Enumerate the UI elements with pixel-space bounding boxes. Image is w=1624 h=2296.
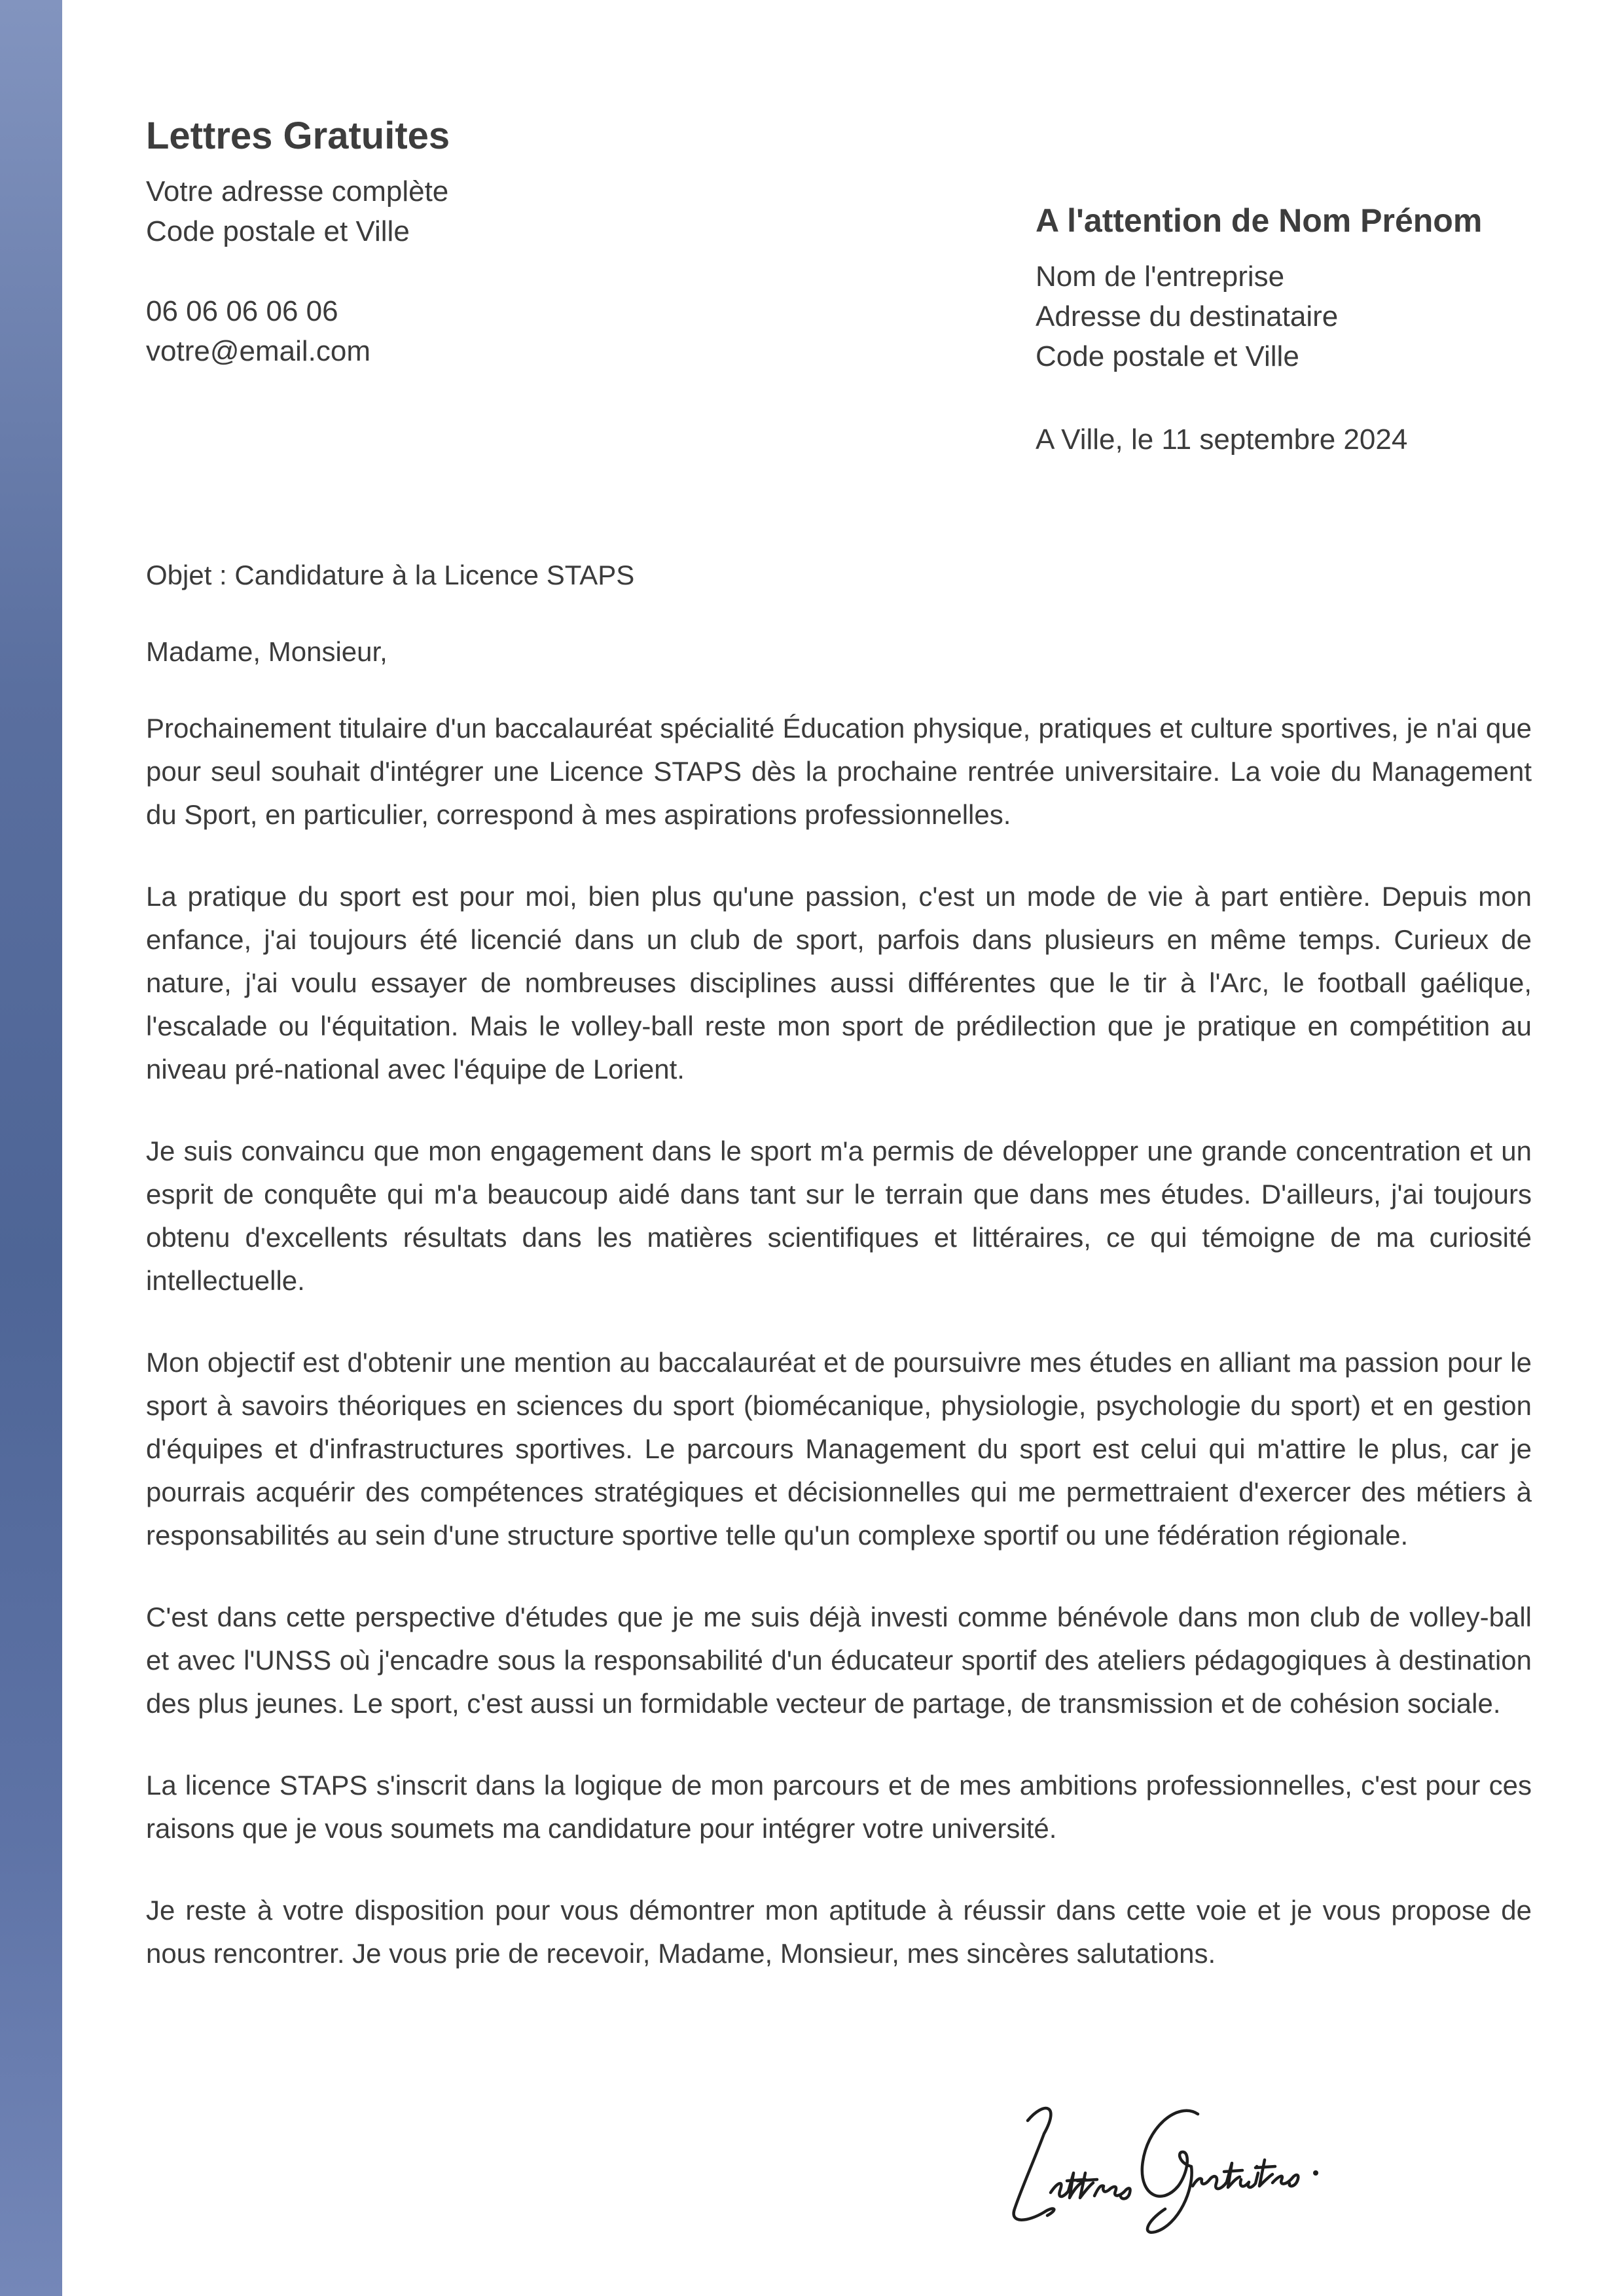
letter-body [146, 554, 1532, 2014]
sender-gap [146, 251, 735, 291]
handwritten-signature [982, 2075, 1375, 2245]
letter-paragraph: La licence STAPS s'inscrit dans la logique de mon parcours et de mes ambitions professionnelles, c'est pour ces raisons que je vous soumets ma candidature pour intégrer votre université. [146, 1770, 1532, 1844]
letter-salutation: Madame, Monsieur, [146, 636, 388, 667]
letter-paragraph: C'est dans cette perspective d'études que je me suis déjà investi comme bénévole dans mon club de volley-ball et avec l'UNSS où j'encadre sous la responsabilité d'un éducateur sportif des ateliers pédagogiques à destination des plus jeunes. Le sport, c'est aussi un formidable vecteur de partage, de transmission et de cohésion sociale. [146, 1602, 1532, 1719]
letter-paragraph: Prochainement titulaire d'un baccalauréat spécialité Éducation physique, pratiques et culture sportives, je n'ai que pour seul souhait d'intégrer une Licence STAPS dès la prochaine rentrée universitaire. La voie du Management du Sport, en particulier, correspond à mes aspirations professionnelles. [146, 713, 1532, 830]
letter-paragraph: Mon objectif est d'obtenir une mention au baccalauréat et de poursuivre mes études en alliant ma passion pour le sport à savoirs théoriques en sciences du sport (biomécanique, physiologie, psychologie du sport) et en gestion d'équipes et d'infrastructures sportives. Le parcours Management du sport est celui qui m'attire le plus, car je pourrais acquérir des compétences stratégiques et décisionnelles qui me permettraient d'exercer des métiers à responsabilités au sein d'une structure sportive telle qu'un complexe sportif ou une fédération régionale. [146, 1347, 1532, 1551]
recipient-attention: A l'attention de Nom Prénom [1036, 202, 1483, 239]
sender-name: Lettres Gratuites [146, 115, 450, 157]
sender-phone: 06 06 06 06 06 [146, 295, 338, 327]
sender-address-line2: Code postale et Ville [146, 215, 410, 247]
sender-contact [146, 171, 735, 371]
letter-object: Objet : Candidature à la Licence STAPS [146, 560, 635, 590]
sender-email: votre@email.com [146, 335, 370, 367]
recipient-city: Code postale et Ville [1036, 340, 1299, 372]
letter-paragraph: La pratique du sport est pour moi, bien plus qu'une passion, c'est un mode de vie à part entière. Depuis mon enfance, j'ai toujours été licencié dans un club de sport, parfois dans plusieurs en même temps. Curieux de nature, j'ai voulu essayer de nombreuses disciplines aussi différentes que le tir à l'Arc, le football gaélique, l'escalade ou l'équitation. Mais le volley-ball reste mon sport de prédilection que je pratique en compétition au niveau pré-national avec l'équipe de Lorient. [146, 881, 1532, 1085]
sender-address-line1: Votre adresse complète [146, 175, 449, 207]
sender-block [146, 110, 735, 371]
recipient-company: Nom de l'entreprise [1036, 260, 1285, 293]
side-band [0, 0, 62, 2296]
letter-paragraph: Je suis convaincu que mon engagement dans le sport m'a permis de développer une grande concentration et un esprit de conquête qui m'a beaucoup aidé dans tant sur le terrain que dans mes études. D'ailleurs, j'ai toujours obtenu d'excellents résultats dans les matières scientifiques et littéraires, ce qui témoigne de ma curiosité intellectuelle. [146, 1136, 1532, 1296]
letter-paragraph: Je reste à votre disposition pour vous démontrer mon aptitude à réussir dans cette voie et je vous propose de nous rencontrer. Je vous prie de recevoir, Madame, Monsieur, mes sincères salutations. [146, 1895, 1532, 1969]
recipient-address: Adresse du destinataire [1036, 300, 1339, 332]
recipient-block [1036, 196, 1592, 459]
letter-date: A Ville, le 11 septembre 2024 [1036, 423, 1408, 456]
